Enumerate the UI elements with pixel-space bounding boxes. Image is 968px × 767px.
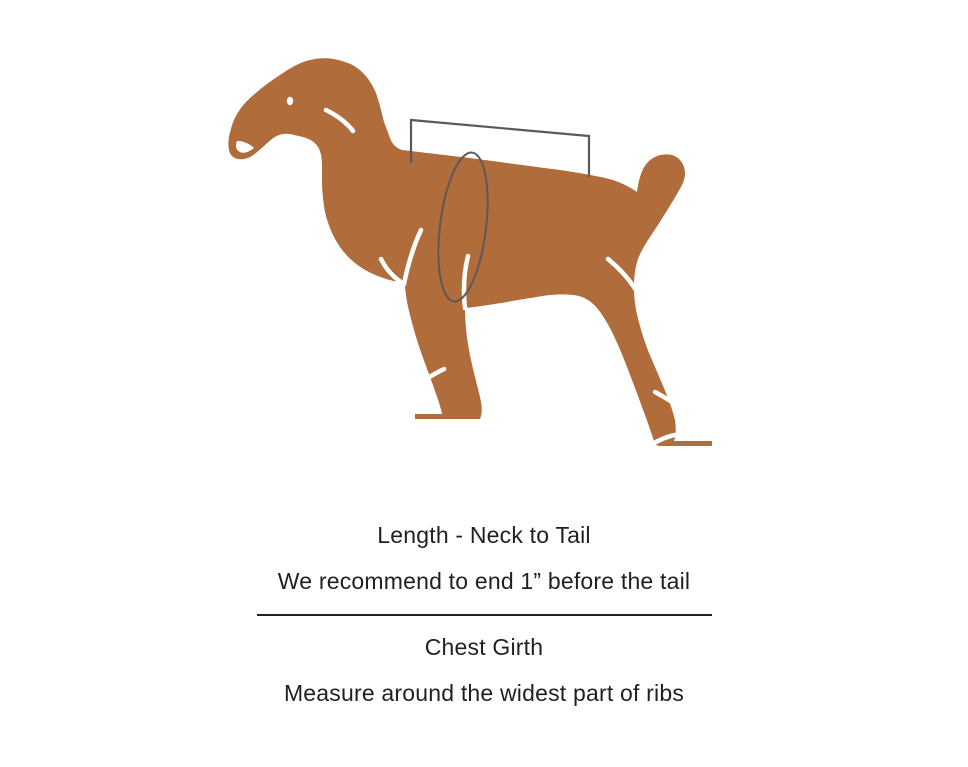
dog-eye-icon <box>287 97 293 105</box>
caption-divider <box>257 614 712 616</box>
girth-note: Measure around the widest part of ribs <box>283 680 685 706</box>
dog-silhouette-icon <box>228 58 712 446</box>
length-title: Length - Neck to Tail <box>377 522 591 548</box>
girth-title: Chest Girth <box>424 634 544 660</box>
length-note: We recommend to end 1” before the tail <box>277 568 691 594</box>
measurement-captions <box>0 518 968 710</box>
